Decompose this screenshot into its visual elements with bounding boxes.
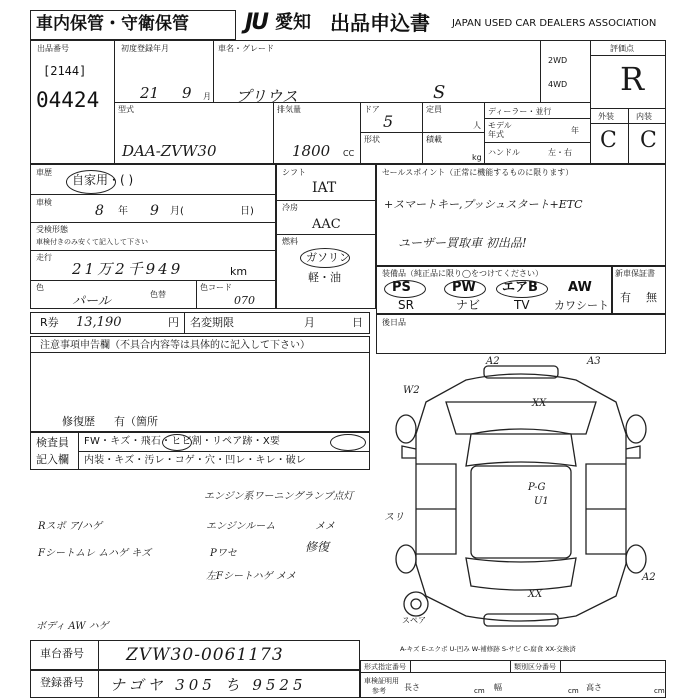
reg-value: ナゴヤ 305 ち 9525	[110, 676, 307, 694]
recycle-unit: 円	[168, 316, 179, 329]
remark-4: メメ	[315, 521, 335, 532]
ac-label: 冷房	[282, 203, 298, 212]
displacement-value: 1800	[292, 142, 331, 160]
shift-value: IAT	[312, 180, 337, 196]
grade-label: 評価点	[610, 44, 634, 53]
mileage-label: 走行	[36, 253, 52, 262]
mark-a2-top: A2	[486, 356, 500, 367]
equip-tv: TV	[514, 298, 530, 312]
remark-1: エンジン系ワーニングランプ点灯	[204, 491, 354, 502]
remark-5: Fシートムレ ムハゲ キズ	[38, 548, 152, 559]
mark-a2-rear: A2	[642, 572, 656, 583]
shift-label: シフト	[282, 168, 306, 177]
inspector-label2: 記入欄	[36, 453, 69, 466]
ext-label: 外装	[598, 112, 614, 121]
model-no-label: 形式指定番号	[364, 663, 406, 671]
inspector-row2: 内装・キズ・汚レ・コゲ・穴・凹レ・キレ・破レ	[84, 455, 306, 466]
color-label: 色	[36, 283, 44, 292]
ext-value: C	[600, 128, 617, 153]
receive-label: 受検形態	[36, 225, 68, 234]
fuel-options: 軽・油	[308, 271, 341, 284]
receive-note: 車検付きのみ安くて記入して下さい	[36, 238, 148, 246]
displacement-unit: CC	[343, 149, 355, 158]
first-reg-year: 21	[140, 84, 160, 102]
year-label: 年式	[488, 130, 504, 139]
legend: A-キズ E-エクボ U-凹み W-補修跡 S-サビ C-腐食 XX-交換済	[400, 645, 576, 653]
reg-label: 登録番号	[40, 676, 84, 689]
width-unit: cm	[568, 687, 579, 695]
model-year-label: モデル	[488, 121, 512, 130]
int-value: C	[640, 128, 657, 153]
doors-value: 5	[383, 112, 394, 131]
grade-value: R	[620, 60, 645, 98]
equip-aw: AW	[568, 280, 592, 295]
mark-pg: P-G	[528, 482, 546, 493]
inspection-year: 8	[95, 203, 104, 219]
first-reg-month: 9	[182, 84, 192, 102]
chassis-value: ZVW30-0061173	[126, 645, 284, 665]
lot-sub: [2144]	[43, 64, 87, 78]
first-reg-month-unit: 月	[203, 92, 211, 101]
storage-tag: 車内保管・守衛保管	[36, 14, 189, 34]
equip-airbag: エアB	[502, 280, 538, 295]
color-change-label: 色替	[150, 290, 166, 299]
load-label: 積載	[426, 135, 442, 144]
sales-line1: +スマートキー,プッシュスタート+ETC	[384, 198, 583, 211]
height-label: 高さ	[586, 683, 602, 692]
handle-label: ハンドル	[488, 148, 520, 157]
length-label: 長さ	[404, 683, 420, 692]
sales-line2: ユーザー買取車 初出品!	[398, 236, 527, 250]
drive-2wd: 2WD	[548, 56, 568, 65]
warranty-no: 無	[646, 291, 657, 304]
inspector-label: 検査員	[36, 436, 69, 449]
year-unit: 年	[571, 126, 579, 135]
mileage-unit: km	[230, 265, 248, 278]
expiry-label: 名変期限	[190, 316, 234, 329]
color-code: 070	[234, 294, 255, 307]
color-value: パール	[72, 294, 111, 309]
form-title: 出品申込書	[330, 11, 430, 35]
cert-label: 車検証明用	[364, 677, 399, 685]
int-label: 内装	[636, 112, 652, 121]
model-label: 型式	[118, 105, 134, 114]
recycle-value: 13,190	[76, 315, 122, 330]
logo: JU	[245, 10, 268, 35]
car-name-label: 車名・グレード	[218, 44, 274, 53]
sales-label: セールスポイント（正常に機能するものに限ります）	[382, 168, 574, 177]
warranty-label: 新車保証書	[615, 269, 655, 278]
org-name: 愛知	[275, 12, 311, 33]
remark-3: エンジンルーム	[206, 521, 276, 532]
equip-ps: PS	[392, 280, 411, 295]
inspector-row1: FW・キズ・飛石・ヒビ割・リペア跡・X要	[84, 436, 281, 447]
fuel-value: ガソリン	[306, 251, 350, 264]
notes-label: 後日品	[382, 318, 406, 327]
expiry-month: 月	[304, 316, 315, 329]
notes-box	[376, 314, 666, 354]
shape-label: 形状	[364, 135, 380, 144]
capacity-label: 定員	[426, 105, 442, 114]
fuel-label: 燃料	[282, 237, 298, 246]
class-no-label: 類別区分番号	[514, 663, 556, 671]
mark-a3-top: A3	[587, 356, 601, 367]
mark-xx-front: XX	[532, 398, 547, 409]
mark-w2: W2	[403, 385, 420, 396]
inspection-month-unit: 月(	[170, 206, 184, 217]
caution-label: 注意事項申告欄（不具合内容等は具体的に記入して下さい）	[40, 340, 310, 351]
dealer-label: ディーラー・並行	[488, 107, 552, 116]
car-grade-value: S	[433, 82, 446, 103]
expiry-day: 日	[352, 316, 363, 329]
lot-number: 04424	[36, 88, 100, 112]
color-code-label: 色コード	[200, 283, 232, 292]
length-unit: cm	[474, 687, 485, 695]
recycle-label: R券	[40, 316, 59, 329]
doors-label: ドア	[364, 105, 380, 114]
remark-7: 修復	[305, 540, 330, 554]
height-unit: cm	[654, 687, 665, 695]
form-subtitle: JAPAN USED CAR DEALERS ASSOCIATION	[452, 18, 657, 29]
mark-spare: スペア	[402, 616, 426, 625]
remark-6: Pワセ	[210, 548, 237, 559]
chassis-label: 車台番号	[40, 647, 84, 660]
lot-label: 出品番号	[37, 44, 69, 53]
model-value: DAA-ZVW30	[122, 142, 217, 160]
equip-navi: ナビ	[456, 298, 481, 312]
handle-options: 左・右	[548, 148, 572, 157]
mark-xx-rear: XX	[528, 589, 543, 600]
warranty-yes: 有	[620, 291, 631, 304]
mileage-value: 21万2千949	[72, 260, 184, 278]
equip-kawa: カワシート	[554, 299, 609, 312]
capacity-unit: 人	[473, 121, 481, 130]
remark-9: ボディ AW ハゲ	[36, 621, 109, 632]
repair-label: 修復歴	[62, 415, 95, 428]
equipment-label: 装備品（純正品に限り◯をつけてください）	[382, 269, 543, 278]
history-value: 自家用・( )	[72, 173, 134, 187]
inspection-label: 車検	[36, 198, 52, 207]
drive-4wd: 4WD	[548, 80, 568, 89]
history-label: 車歴	[36, 168, 52, 177]
remark-2: Rスポ ア/ハゲ	[38, 521, 103, 532]
ac-value: AAC	[312, 217, 341, 232]
mark-suri: スリ	[384, 512, 404, 523]
repair-value: 有（箇所	[114, 415, 158, 428]
width-label: 幅	[494, 683, 502, 692]
load-unit: kg	[472, 153, 482, 162]
car-diagram	[376, 354, 666, 644]
displacement-label: 排気量	[277, 105, 301, 114]
inspection-month: 9	[150, 203, 159, 219]
remark-8: 左Fシートハゲ メメ	[206, 571, 296, 582]
equip-pw: PW	[452, 280, 476, 295]
inspection-year-unit: 年	[118, 206, 128, 217]
inspection-day-unit: 日)	[240, 206, 254, 217]
equip-sr: SR	[398, 298, 414, 312]
mark-u1: U1	[534, 496, 549, 507]
first-reg-label: 初度登録年月	[121, 44, 169, 53]
car-name-value: プリウス	[235, 87, 298, 106]
ref-label: 参考	[372, 687, 386, 695]
